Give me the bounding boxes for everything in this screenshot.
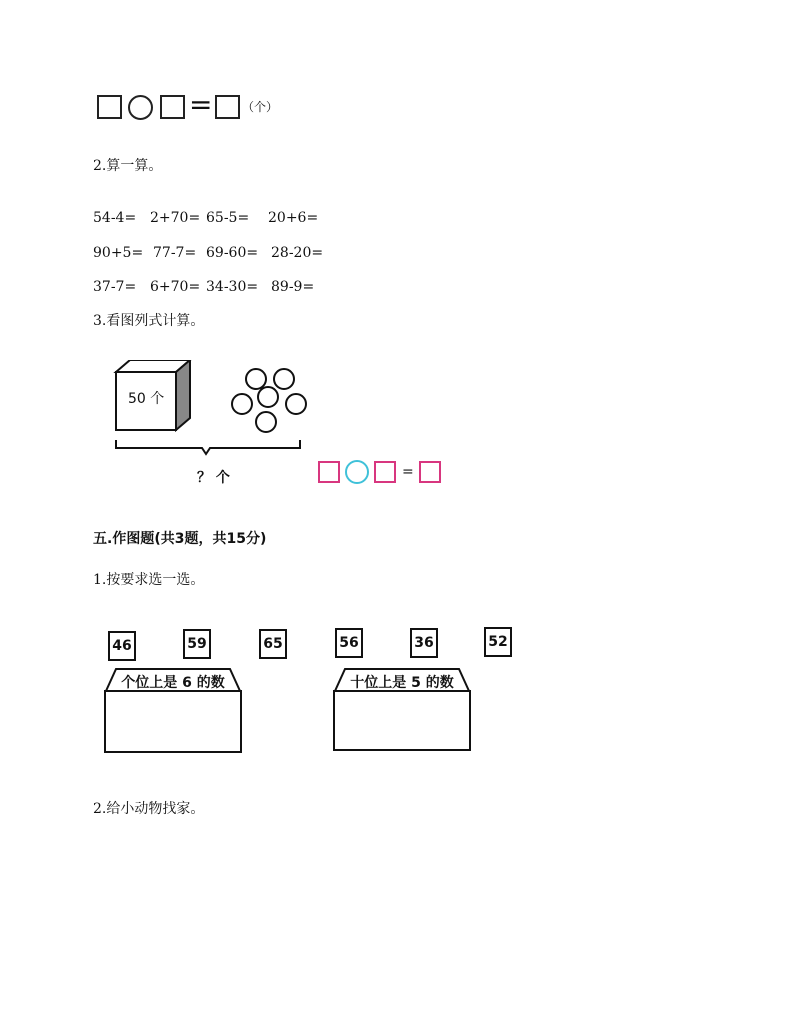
number-card[interactable]: 52 bbox=[484, 627, 512, 657]
equals-sign: = bbox=[189, 88, 213, 121]
box-label: 50 个 bbox=[128, 391, 165, 407]
calc-item: 77-7= bbox=[153, 245, 197, 261]
question-3-title: 3.看图列式计算。 bbox=[93, 313, 205, 329]
number-card[interactable]: 59 bbox=[183, 629, 211, 659]
bin-left-label: 个位上是 6 的数 bbox=[121, 675, 225, 691]
calc-item: 6+70= bbox=[150, 279, 201, 295]
answer-box-1[interactable] bbox=[97, 95, 122, 119]
section-5-q2-title: 2.给小动物找家。 bbox=[93, 801, 205, 817]
number-card[interactable]: 65 bbox=[259, 629, 287, 659]
number-card[interactable]: 46 bbox=[108, 631, 136, 661]
answer-box-4[interactable] bbox=[318, 461, 340, 483]
question-2-title: 2.算一算。 bbox=[93, 158, 163, 174]
cube-and-circles-figure bbox=[110, 360, 310, 470]
calc-item: 34-30= bbox=[206, 279, 259, 295]
curly-brace-icon bbox=[116, 440, 300, 454]
calc-item: 37-7= bbox=[93, 279, 137, 295]
answer-box-5[interactable] bbox=[374, 461, 396, 483]
calc-item: 89-9= bbox=[271, 279, 315, 295]
calc-item: 2+70= bbox=[150, 210, 201, 226]
number-card[interactable]: 36 bbox=[410, 628, 438, 658]
answer-box-6[interactable] bbox=[419, 461, 441, 483]
equals-sign: = bbox=[402, 464, 414, 480]
calc-item: 69-60= bbox=[206, 245, 259, 261]
operator-circle[interactable] bbox=[128, 95, 153, 120]
calc-item: 65-5= bbox=[206, 210, 250, 226]
number-card[interactable]: 56 bbox=[335, 628, 363, 658]
brace-label: ？ 个 bbox=[197, 470, 230, 486]
bin-right-label: 十位上是 5 的数 bbox=[350, 675, 454, 691]
section-5-q1-title: 1.按要求选一选。 bbox=[93, 572, 205, 588]
answer-box-3[interactable] bbox=[215, 95, 240, 119]
calc-item: 28-20= bbox=[271, 245, 324, 261]
operator-circle[interactable] bbox=[345, 460, 369, 484]
calc-item: 20+6= bbox=[268, 210, 319, 226]
calc-item: 90+5= bbox=[93, 245, 144, 261]
unit-label: （个） bbox=[242, 100, 279, 114]
answer-box-2[interactable] bbox=[160, 95, 185, 119]
circles-group-icon bbox=[232, 369, 306, 432]
section-5-title: 五.作图题(共3题，共15分) bbox=[93, 531, 267, 547]
calc-item: 54-4= bbox=[93, 210, 137, 226]
